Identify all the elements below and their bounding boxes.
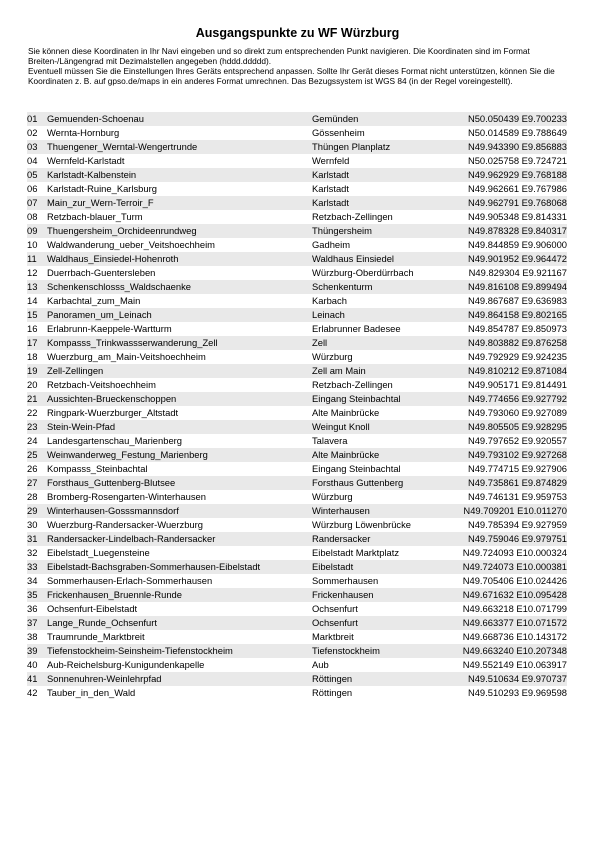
start-location: Thüngen Planplatz bbox=[312, 141, 391, 152]
gps-coordinates: N49.663218 E10.071799 bbox=[462, 603, 567, 614]
row-number: 09 bbox=[27, 225, 38, 236]
row-number: 19 bbox=[27, 365, 38, 376]
route-name: Tiefenstockheim-Seinsheim-Tiefenstockheim bbox=[47, 645, 233, 656]
table-row bbox=[27, 168, 567, 182]
gps-coordinates: N49.864158 E9.802165 bbox=[467, 309, 567, 320]
route-name: Karbachtal_zum_Main bbox=[47, 295, 141, 306]
gps-coordinates: N50.014589 E9.788649 bbox=[467, 127, 567, 138]
row-number: 38 bbox=[27, 631, 38, 642]
gps-coordinates: N49.854787 E9.850973 bbox=[467, 323, 567, 334]
start-location: Gössenheim bbox=[312, 127, 365, 138]
row-number: 27 bbox=[27, 477, 38, 488]
route-name: Aub-Reichelsburg-Kunigundenkapelle bbox=[47, 659, 205, 670]
row-number: 20 bbox=[27, 379, 38, 390]
route-name: Gemuenden-Schoenau bbox=[47, 113, 144, 124]
row-number: 37 bbox=[27, 617, 38, 628]
route-name: Kompasss_Trinkwassserwanderung_Zell bbox=[47, 337, 218, 348]
table-row bbox=[27, 210, 567, 224]
gps-coordinates: N50.025758 E9.724721 bbox=[467, 155, 567, 166]
start-location: Karlstadt bbox=[312, 197, 349, 208]
route-name: Zell-Zellingen bbox=[47, 365, 104, 376]
gps-coordinates: N49.901952 E9.964472 bbox=[467, 253, 567, 264]
intro-paragraph-1: Sie können diese Koordinaten in Ihr Navi eingeben und so direkt zum entsprechenden Punkt navigieren. Die Koordinaten sind im Format Breiten-/Längengrad mit Dezimalstellen angegeben (hddd.ddddd). bbox=[28, 46, 530, 66]
route-name: Erlabrunn-Kaeppele-Wartturm bbox=[47, 323, 172, 334]
gps-coordinates: N49.829304 E9.921167 bbox=[468, 267, 567, 278]
row-number: 14 bbox=[27, 295, 38, 306]
page-title: Ausgangspunkte zu WF Würzburg bbox=[195, 26, 400, 40]
start-location: Schenkenturm bbox=[312, 281, 373, 292]
row-number: 08 bbox=[27, 211, 38, 222]
table-row bbox=[27, 434, 567, 448]
start-location: Eibelstadt bbox=[312, 561, 354, 572]
start-location: Marktbreit bbox=[312, 631, 354, 642]
table-row bbox=[27, 350, 567, 364]
gps-coordinates: N49.797652 E9.920557 bbox=[467, 435, 567, 446]
gps-coordinates: N49.905171 E9.814491 bbox=[467, 379, 567, 390]
table-row bbox=[27, 266, 567, 280]
gps-coordinates: N49.878328 E9.840317 bbox=[467, 225, 567, 236]
route-name: Randersacker-Lindelbach-Randersacker bbox=[47, 533, 216, 544]
route-name: Retzbach-Veitshoechheim bbox=[47, 379, 156, 390]
table-row bbox=[27, 406, 567, 420]
route-name: Wernta-Hornburg bbox=[47, 127, 120, 138]
gps-coordinates: N49.735861 E9.874829 bbox=[467, 477, 567, 488]
route-name: Wuerzburg-Randersacker-Wuerzburg bbox=[47, 519, 203, 530]
row-number: 34 bbox=[27, 575, 38, 586]
start-location: Karbach bbox=[312, 295, 347, 306]
start-location: Ochsenfurt bbox=[312, 617, 358, 628]
start-location: Wernfeld bbox=[312, 155, 350, 166]
route-name: Lange_Runde_Ochsenfurt bbox=[47, 617, 157, 628]
row-number: 40 bbox=[27, 659, 38, 670]
gps-coordinates: N49.785394 E9.927959 bbox=[467, 519, 567, 530]
route-name: Ringpark-Wuerzburger_Altstadt bbox=[47, 407, 179, 418]
gps-coordinates: N49.962661 E9.767986 bbox=[467, 183, 567, 194]
start-location: Eingang Steinbachtal bbox=[312, 393, 401, 404]
route-name: Frickenhausen_Bruennle-Runde bbox=[47, 589, 182, 600]
table-row bbox=[27, 518, 567, 532]
start-location: Ochsenfurt bbox=[312, 603, 358, 614]
gps-coordinates: N49.724073 E10.000381 bbox=[462, 561, 567, 572]
start-location: Alte Mainbrücke bbox=[312, 407, 380, 418]
gps-coordinates: N49.805505 E9.928295 bbox=[467, 421, 567, 432]
route-name: Winterhausen-Gosssmannsdorf bbox=[47, 505, 179, 516]
start-location: Würzburg-Oberdürrbach bbox=[312, 267, 414, 278]
route-name: Landesgartenschau_Marienberg bbox=[47, 435, 182, 446]
table-row bbox=[27, 294, 567, 308]
start-location: Würzburg bbox=[312, 491, 353, 502]
row-number: 31 bbox=[27, 533, 38, 544]
table-row bbox=[27, 224, 567, 238]
row-number: 28 bbox=[27, 491, 38, 502]
route-name: Waldwanderung_ueber_Veitshoechheim bbox=[47, 239, 215, 250]
row-number: 10 bbox=[27, 239, 38, 250]
row-number: 12 bbox=[27, 267, 38, 278]
table-row bbox=[27, 490, 567, 504]
start-location: Frickenhausen bbox=[312, 589, 374, 600]
row-number: 41 bbox=[27, 673, 38, 684]
row-number: 17 bbox=[27, 337, 38, 348]
start-location: Aub bbox=[312, 659, 329, 670]
start-location: Würzburg Löwenbrücke bbox=[312, 519, 412, 530]
row-number: 04 bbox=[27, 155, 38, 166]
start-location: Karlstadt bbox=[312, 183, 349, 194]
table-row bbox=[27, 560, 567, 574]
route-name: Eibelstadt-Bachsgraben-Sommerhausen-Eibelstadt bbox=[47, 561, 261, 572]
start-location: Würzburg bbox=[312, 351, 353, 362]
row-number: 42 bbox=[27, 687, 38, 698]
start-location: Eingang Steinbachtal bbox=[312, 463, 401, 474]
route-name: Bromberg-Rosengarten-Winterhausen bbox=[47, 491, 206, 502]
route-name: Sommerhausen-Erlach-Sommerhausen bbox=[47, 575, 213, 586]
table-row bbox=[27, 644, 567, 658]
table-row bbox=[27, 112, 567, 126]
route-name: Eibelstadt_Luegensteine bbox=[47, 547, 150, 558]
gps-coordinates: N49.774656 E9.927792 bbox=[467, 393, 567, 404]
row-number: 33 bbox=[27, 561, 38, 572]
gps-coordinates: N49.810212 E9.871084 bbox=[467, 365, 567, 376]
table-row bbox=[27, 336, 567, 350]
start-location: Retzbach-Zellingen bbox=[312, 379, 393, 390]
route-name: Aussichten-Brueckenschoppen bbox=[47, 393, 177, 404]
row-number: 22 bbox=[27, 407, 38, 418]
start-location: Forsthaus Guttenberg bbox=[312, 477, 404, 488]
start-location: Retzbach-Zellingen bbox=[312, 211, 393, 222]
start-location: Zell bbox=[312, 337, 328, 348]
route-name: Wuerzburg_am_Main-Veitshoechheim bbox=[47, 351, 206, 362]
gps-coordinates: N49.793102 E9.927268 bbox=[467, 449, 567, 460]
start-location: Zell am Main bbox=[312, 365, 366, 376]
start-location: Leinach bbox=[312, 309, 345, 320]
gps-coordinates: N49.746131 E9.959753 bbox=[467, 491, 567, 502]
route-name: Traumrunde_Marktbreit bbox=[47, 631, 145, 642]
start-location: Waldhaus Einsiedel bbox=[312, 253, 394, 264]
route-name: Tauber_in_den_Wald bbox=[47, 687, 136, 698]
row-number: 03 bbox=[27, 141, 38, 152]
start-location: Gemünden bbox=[312, 113, 359, 124]
table-row bbox=[27, 182, 567, 196]
gps-coordinates: N49.671632 E10.095428 bbox=[462, 589, 567, 600]
route-name: Weinwanderweg_Festung_Marienberg bbox=[47, 449, 208, 460]
gps-coordinates: N49.962791 E9.768068 bbox=[467, 197, 567, 208]
start-location: Röttingen bbox=[312, 687, 353, 698]
row-number: 26 bbox=[27, 463, 38, 474]
table-row bbox=[27, 420, 567, 434]
row-number: 23 bbox=[27, 421, 38, 432]
intro-text bbox=[28, 46, 568, 86]
route-name: Duerrbach-Guentersleben bbox=[47, 267, 156, 278]
table-row bbox=[27, 602, 567, 616]
route-name: Thuengener_Werntal-Wengertrunde bbox=[47, 141, 198, 152]
table-row bbox=[27, 476, 567, 490]
route-name: Schenkenschlosss_Waldschaenke bbox=[47, 281, 192, 292]
route-name: Thuengersheim_Orchideenrundweg bbox=[47, 225, 197, 236]
gps-coordinates: N49.668736 E10.143172 bbox=[462, 631, 567, 642]
gps-coordinates: N49.774715 E9.927906 bbox=[467, 463, 567, 474]
start-location: Winterhausen bbox=[312, 505, 370, 516]
route-name: Main_zur_Wern-Terroir_F bbox=[47, 197, 154, 208]
row-number: 16 bbox=[27, 323, 38, 334]
route-name: Karlstadt-Ruine_Karlsburg bbox=[47, 183, 157, 194]
table-row bbox=[27, 532, 567, 546]
table-row bbox=[27, 378, 567, 392]
start-location: Alte Mainbrücke bbox=[312, 449, 380, 460]
start-location: Weingut Knoll bbox=[312, 421, 370, 432]
gps-coordinates: N49.905348 E9.814331 bbox=[467, 211, 567, 222]
route-name: Sonnenuhren-Weinlehrpfad bbox=[47, 673, 162, 684]
start-location: Sommerhausen bbox=[312, 575, 379, 586]
table-row bbox=[27, 238, 567, 252]
table-row bbox=[27, 126, 567, 140]
row-number: 02 bbox=[27, 127, 38, 138]
table-row bbox=[27, 672, 567, 686]
route-name: Karlstadt-Kalbenstein bbox=[47, 169, 137, 180]
table-row bbox=[27, 252, 567, 266]
gps-coordinates: N49.867687 E9.636983 bbox=[467, 295, 567, 306]
route-name: Retzbach-blauer_Turm bbox=[47, 211, 143, 222]
row-number: 11 bbox=[27, 253, 37, 264]
gps-coordinates: N49.759046 E9.979751 bbox=[467, 533, 567, 544]
row-number: 30 bbox=[27, 519, 38, 530]
start-location: Thüngersheim bbox=[312, 225, 372, 236]
table-row bbox=[27, 588, 567, 602]
row-number: 29 bbox=[27, 505, 38, 516]
row-number: 06 bbox=[27, 183, 38, 194]
row-number: 24 bbox=[27, 435, 38, 446]
table-row bbox=[27, 196, 567, 210]
table-row bbox=[27, 630, 567, 644]
start-location: Gadheim bbox=[312, 239, 351, 250]
gps-coordinates: N49.943390 E9.856883 bbox=[467, 141, 567, 152]
table-row bbox=[27, 308, 567, 322]
start-location: Eibelstadt Marktplatz bbox=[312, 547, 400, 558]
table-row bbox=[27, 504, 567, 518]
table-row bbox=[27, 574, 567, 588]
row-number: 36 bbox=[27, 603, 38, 614]
start-location: Karlstadt bbox=[312, 169, 349, 180]
gps-coordinates: N49.816108 E9.899494 bbox=[467, 281, 567, 292]
gps-coordinates: N49.552149 E10.063917 bbox=[462, 659, 567, 670]
row-number: 15 bbox=[27, 309, 38, 320]
row-number: 21 bbox=[27, 393, 38, 404]
row-number: 07 bbox=[27, 197, 38, 208]
coordinates-table bbox=[27, 112, 567, 700]
start-location: Talavera bbox=[312, 435, 348, 446]
gps-coordinates: N49.724093 E10.000324 bbox=[462, 547, 567, 558]
table-row bbox=[27, 658, 567, 672]
start-location: Erlabrunner Badesee bbox=[312, 323, 401, 334]
route-name: Panoramen_um_Leinach bbox=[47, 309, 152, 320]
gps-coordinates: N49.663377 E10.071572 bbox=[462, 617, 567, 628]
table-row bbox=[27, 154, 567, 168]
table-row bbox=[27, 140, 567, 154]
row-number: 32 bbox=[27, 547, 38, 558]
table-row bbox=[27, 686, 567, 700]
table-row bbox=[27, 546, 567, 560]
route-name: Stein-Wein-Pfad bbox=[47, 421, 116, 432]
row-number: 39 bbox=[27, 645, 38, 656]
route-name: Waldhaus_Einsiedel-Hohenroth bbox=[47, 253, 179, 264]
table-row bbox=[27, 448, 567, 462]
intro-paragraph-2: Eventuell müssen Sie die Einstellungen Ihres Geräts entsprechend anpassen. Sollte Ihr Gerät dieses Format nicht unterstützen, können Sie die Koordinaten z. B. auf gpso.de/maps in ein anderes Format umrechnen. Das Bezugssystem ist WGS 84 (in der Regel voreingestellt). bbox=[28, 66, 555, 86]
route-name: Ochsenfurt-Eibelstadt bbox=[47, 603, 138, 614]
row-number: 35 bbox=[27, 589, 38, 600]
gps-coordinates: N49.793060 E9.927089 bbox=[467, 407, 567, 418]
route-name: Wernfeld-Karlstadt bbox=[47, 155, 125, 166]
table-row bbox=[27, 322, 567, 336]
row-number: 05 bbox=[27, 169, 38, 180]
gps-coordinates: N49.962929 E9.768188 bbox=[467, 169, 567, 180]
table-row bbox=[27, 280, 567, 294]
start-location: Randersacker bbox=[312, 533, 371, 544]
table-row bbox=[27, 392, 567, 406]
gps-coordinates: N50.050439 E9.700233 bbox=[467, 113, 567, 124]
row-number: 18 bbox=[27, 351, 38, 362]
row-number: 01 bbox=[27, 113, 38, 124]
start-location: Röttingen bbox=[312, 673, 353, 684]
row-number: 13 bbox=[27, 281, 38, 292]
gps-coordinates: N49.844859 E9.906000 bbox=[467, 239, 567, 250]
route-name: Forsthaus_Guttenberg-Blutsee bbox=[47, 477, 176, 488]
gps-coordinates: N49.663240 E10.207348 bbox=[462, 645, 567, 656]
table-row bbox=[27, 616, 567, 630]
route-name: Kompasss_Steinbachtal bbox=[47, 463, 148, 474]
start-location: Tiefenstockheim bbox=[312, 645, 380, 656]
gps-coordinates: N49.510634 E9.970737 bbox=[467, 673, 567, 684]
gps-coordinates: N49.705406 E10.024426 bbox=[462, 575, 567, 586]
gps-coordinates: N49.510293 E9.969598 bbox=[467, 687, 567, 698]
table-row bbox=[27, 364, 567, 378]
table-row bbox=[27, 462, 567, 476]
row-number: 25 bbox=[27, 449, 38, 460]
gps-coordinates: N49.803882 E9.876258 bbox=[467, 337, 567, 348]
gps-coordinates: N49.709201 E10.011270 bbox=[463, 505, 567, 516]
gps-coordinates: N49.792929 E9.924235 bbox=[467, 351, 567, 362]
